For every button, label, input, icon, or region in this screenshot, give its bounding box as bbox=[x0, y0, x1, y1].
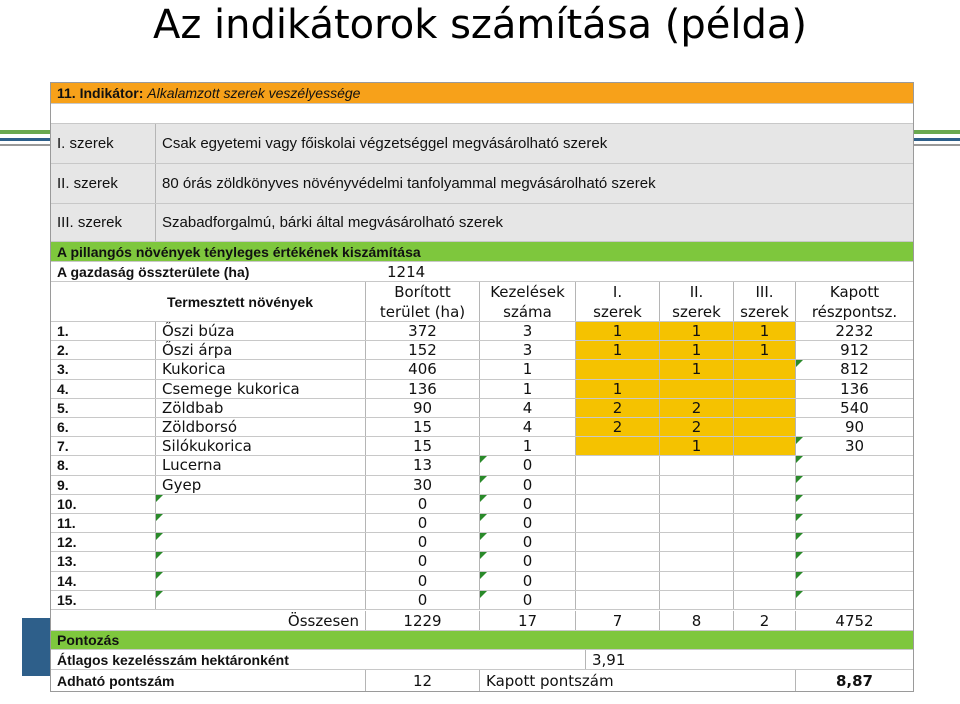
section-row bbox=[51, 242, 913, 262]
cell-s3 bbox=[733, 533, 795, 551]
crop-name bbox=[155, 514, 365, 532]
header-points: Kapott részpontsz. bbox=[795, 282, 913, 321]
cell-flag-marker bbox=[480, 591, 487, 598]
cell-pts: 136 bbox=[795, 380, 913, 398]
scoring-title-row bbox=[51, 631, 913, 650]
class-label: II. szerek bbox=[51, 164, 155, 203]
cell-treat: 0 bbox=[479, 552, 575, 570]
cell-s1 bbox=[575, 591, 659, 609]
totals-class-3: 2 bbox=[733, 611, 795, 630]
row-number: 13. bbox=[57, 553, 77, 570]
cell-flag-marker bbox=[156, 552, 163, 559]
cell-s1: 1 bbox=[575, 341, 659, 359]
cell-area: 0 bbox=[365, 572, 479, 590]
cell-s1 bbox=[575, 514, 659, 532]
scoring-title: Pontozás bbox=[57, 632, 120, 648]
crop-name: Gyep bbox=[155, 476, 365, 494]
row-number: 11. bbox=[57, 515, 76, 532]
cell-s1: 2 bbox=[575, 399, 659, 417]
row-number: 10. bbox=[57, 495, 77, 512]
cell-s1 bbox=[575, 572, 659, 590]
avg-row bbox=[51, 650, 913, 670]
cell-s3 bbox=[733, 360, 795, 378]
cell-s2: 1 bbox=[659, 322, 733, 340]
cell-area: 15 bbox=[365, 418, 479, 436]
row-number: 12. bbox=[57, 534, 77, 551]
cell-treat: 0 bbox=[479, 572, 575, 590]
cell-pts bbox=[795, 456, 913, 474]
table-row bbox=[51, 476, 913, 495]
cell-pts bbox=[795, 495, 913, 513]
table-row bbox=[51, 341, 913, 360]
cell-pts: 2232 bbox=[795, 322, 913, 340]
spacer-row bbox=[51, 104, 913, 124]
table-row bbox=[51, 322, 913, 341]
cell-treat: 3 bbox=[479, 341, 575, 359]
cell-flag-marker bbox=[796, 495, 803, 502]
table-row bbox=[51, 552, 913, 571]
decorative-block bbox=[22, 618, 50, 676]
cell-treat: 0 bbox=[479, 476, 575, 494]
cell-treat: 0 bbox=[479, 533, 575, 551]
cell-flag-marker bbox=[796, 572, 803, 579]
cell-flag-marker bbox=[480, 495, 487, 502]
crop-name: Őszi búza bbox=[155, 322, 365, 340]
cell-s3 bbox=[733, 456, 795, 474]
cell-flag-marker bbox=[156, 591, 163, 598]
row-number: 6. bbox=[57, 419, 69, 436]
row-number: 5. bbox=[57, 399, 69, 416]
cell-s1 bbox=[575, 437, 659, 455]
class-desc: Szabadforgalmú, bárki által megvásárolható szerek bbox=[155, 204, 913, 241]
totals-area: 1229 bbox=[365, 611, 479, 630]
cell-s3 bbox=[733, 437, 795, 455]
cell-flag-marker bbox=[480, 552, 487, 559]
cell-s3 bbox=[733, 514, 795, 532]
cell-treat: 0 bbox=[479, 514, 575, 532]
totals-treatments: 17 bbox=[479, 611, 575, 630]
table-row bbox=[51, 572, 913, 591]
cell-area: 406 bbox=[365, 360, 479, 378]
cell-area: 13 bbox=[365, 456, 479, 474]
class-desc: 80 órás zöldkönyves növényvédelmi tanfolyammal megvásárolható szerek bbox=[155, 164, 913, 203]
cell-flag-marker bbox=[796, 533, 803, 540]
cell-s3 bbox=[733, 418, 795, 436]
cell-s2 bbox=[659, 533, 733, 551]
cell-flag-marker bbox=[156, 514, 163, 521]
cell-flag-marker bbox=[796, 514, 803, 521]
cell-flag-marker bbox=[796, 437, 803, 444]
cell-pts: 540 bbox=[795, 399, 913, 417]
crop-name: Őszi árpa bbox=[155, 341, 365, 359]
cell-flag-marker bbox=[156, 572, 163, 579]
cell-flag-marker bbox=[480, 456, 487, 463]
cell-s2 bbox=[659, 495, 733, 513]
score-row bbox=[51, 670, 913, 691]
slide-title: Az indikátorok számítása (példa) bbox=[152, 2, 807, 48]
cell-flag-marker bbox=[796, 591, 803, 598]
header-crop: Termesztett növények bbox=[166, 293, 313, 310]
cell-s3 bbox=[733, 552, 795, 570]
cell-area: 0 bbox=[365, 591, 479, 609]
cell-s1 bbox=[575, 476, 659, 494]
row-number: 8. bbox=[57, 457, 69, 474]
cell-flag-marker bbox=[480, 533, 487, 540]
farm-area-row bbox=[51, 262, 913, 282]
cell-flag-marker bbox=[156, 533, 163, 540]
cell-s3: 1 bbox=[733, 322, 795, 340]
cell-s1 bbox=[575, 456, 659, 474]
cell-s2: 2 bbox=[659, 399, 733, 417]
table-row bbox=[51, 591, 913, 610]
row-number: 3. bbox=[57, 361, 69, 378]
cell-treat: 3 bbox=[479, 322, 575, 340]
cell-area: 0 bbox=[365, 495, 479, 513]
cell-pts bbox=[795, 533, 913, 551]
cell-area: 0 bbox=[365, 552, 479, 570]
cell-s2: 1 bbox=[659, 341, 733, 359]
crop-name: Zöldbab bbox=[155, 399, 365, 417]
table-row bbox=[51, 533, 913, 552]
crop-name bbox=[155, 572, 365, 590]
cell-treat: 1 bbox=[479, 437, 575, 455]
got-label: Kapott pontszám bbox=[479, 670, 795, 691]
cell-s2 bbox=[659, 552, 733, 570]
cell-s3 bbox=[733, 399, 795, 417]
table-row bbox=[51, 380, 913, 399]
table-row bbox=[51, 437, 913, 456]
cell-treat: 4 bbox=[479, 399, 575, 417]
cell-treat: 0 bbox=[479, 495, 575, 513]
cell-s1: 2 bbox=[575, 418, 659, 436]
totals-label: Összesen bbox=[287, 611, 359, 630]
cell-pts: 812 bbox=[795, 360, 913, 378]
farm-area-label: A gazdaság összterülete (ha) bbox=[57, 263, 250, 280]
crop-name: Silókukorica bbox=[155, 437, 365, 455]
cell-s1: 1 bbox=[575, 380, 659, 398]
table-row bbox=[51, 418, 913, 437]
totals-class-1: 7 bbox=[575, 611, 659, 630]
crop-name: Kukorica bbox=[155, 360, 365, 378]
class-row bbox=[51, 124, 913, 164]
cell-s1 bbox=[575, 552, 659, 570]
spreadsheet bbox=[50, 82, 914, 692]
header-class-3: III. szerek bbox=[733, 282, 795, 321]
cell-area: 152 bbox=[365, 341, 479, 359]
cell-s2 bbox=[659, 591, 733, 609]
indicator-name: Alkalamzott szerek veszélyessége bbox=[147, 85, 361, 101]
class-label: III. szerek bbox=[51, 204, 155, 241]
cell-flag-marker bbox=[156, 495, 163, 502]
cell-s2 bbox=[659, 456, 733, 474]
cell-s1 bbox=[575, 360, 659, 378]
class-label: I. szerek bbox=[51, 124, 155, 163]
cell-area: 90 bbox=[365, 399, 479, 417]
cell-flag-marker bbox=[480, 514, 487, 521]
cell-flag-marker bbox=[480, 572, 487, 579]
table-row bbox=[51, 495, 913, 514]
cell-s3 bbox=[733, 476, 795, 494]
crop-name bbox=[155, 591, 365, 609]
crop-name: Zöldborsó bbox=[155, 418, 365, 436]
cell-area: 0 bbox=[365, 533, 479, 551]
cell-flag-marker bbox=[796, 476, 803, 483]
cell-pts bbox=[795, 552, 913, 570]
cell-flag-marker bbox=[796, 552, 803, 559]
max-label: Adható pontszám bbox=[57, 672, 175, 689]
row-number: 14. bbox=[57, 572, 77, 589]
cell-s3 bbox=[733, 572, 795, 590]
cell-s3 bbox=[733, 591, 795, 609]
crop-name: Lucerna bbox=[155, 456, 365, 474]
crop-name bbox=[155, 552, 365, 570]
cell-flag-marker bbox=[796, 360, 803, 367]
cell-treat: 0 bbox=[479, 591, 575, 609]
cell-pts bbox=[795, 591, 913, 609]
farm-area-value: 1214 bbox=[387, 262, 426, 281]
cell-area: 136 bbox=[365, 380, 479, 398]
class-row bbox=[51, 204, 913, 242]
table-row bbox=[51, 514, 913, 533]
cell-area: 15 bbox=[365, 437, 479, 455]
table-row bbox=[51, 399, 913, 418]
cell-s2 bbox=[659, 514, 733, 532]
avg-label: Átlagos kezelésszám hektáronként bbox=[57, 651, 289, 668]
totals-row bbox=[51, 611, 913, 631]
header-class-2: II. szerek bbox=[659, 282, 733, 321]
cell-area: 0 bbox=[365, 514, 479, 532]
column-headers bbox=[51, 282, 913, 322]
cell-s3 bbox=[733, 380, 795, 398]
cell-pts bbox=[795, 572, 913, 590]
cell-pts: 90 bbox=[795, 418, 913, 436]
header-area: Borított terület (ha) bbox=[365, 282, 479, 321]
cell-area: 30 bbox=[365, 476, 479, 494]
cell-s2: 2 bbox=[659, 418, 733, 436]
cell-treat: 1 bbox=[479, 360, 575, 378]
table-row bbox=[51, 360, 913, 379]
cell-s1 bbox=[575, 495, 659, 513]
cell-area: 372 bbox=[365, 322, 479, 340]
row-number: 2. bbox=[57, 342, 69, 359]
row-number: 4. bbox=[57, 380, 69, 397]
cell-pts bbox=[795, 476, 913, 494]
cell-flag-marker bbox=[480, 476, 487, 483]
row-number: 15. bbox=[57, 591, 77, 608]
table-row bbox=[51, 456, 913, 475]
header-class-1: I. szerek bbox=[575, 282, 659, 321]
indicator-number: 11. Indikátor: bbox=[57, 85, 144, 101]
crop-name: Csemege kukorica bbox=[155, 380, 365, 398]
cell-s3: 1 bbox=[733, 341, 795, 359]
totals-points: 4752 bbox=[795, 611, 913, 630]
cell-s2: 1 bbox=[659, 437, 733, 455]
row-number: 9. bbox=[57, 476, 69, 493]
class-desc: Csak egyetemi vagy főiskolai végzetséggel megvásárolható szerek bbox=[155, 124, 913, 163]
cell-pts: 912 bbox=[795, 341, 913, 359]
section-title: A pillangós növények tényleges értékének kiszámítása bbox=[57, 243, 421, 260]
crop-name bbox=[155, 533, 365, 551]
cell-flag-marker bbox=[796, 456, 803, 463]
cell-pts bbox=[795, 514, 913, 532]
header-treatments: Kezelések száma bbox=[479, 282, 575, 321]
cell-s1: 1 bbox=[575, 322, 659, 340]
cell-s2 bbox=[659, 572, 733, 590]
cell-treat: 4 bbox=[479, 418, 575, 436]
row-number: 1. bbox=[57, 323, 69, 340]
avg-value: 3,91 bbox=[585, 650, 669, 669]
totals-class-2: 8 bbox=[659, 611, 733, 630]
cell-treat: 0 bbox=[479, 456, 575, 474]
cell-s1 bbox=[575, 533, 659, 551]
cell-s2: 1 bbox=[659, 360, 733, 378]
cell-pts: 30 bbox=[795, 437, 913, 455]
max-value: 12 bbox=[365, 670, 479, 691]
cell-s3 bbox=[733, 495, 795, 513]
row-number: 7. bbox=[57, 438, 69, 455]
cell-s2 bbox=[659, 380, 733, 398]
cell-s2 bbox=[659, 476, 733, 494]
indicator-row bbox=[51, 83, 913, 104]
crop-name bbox=[155, 495, 365, 513]
got-value: 8,87 bbox=[795, 670, 913, 691]
cell-treat: 1 bbox=[479, 380, 575, 398]
class-row bbox=[51, 164, 913, 204]
